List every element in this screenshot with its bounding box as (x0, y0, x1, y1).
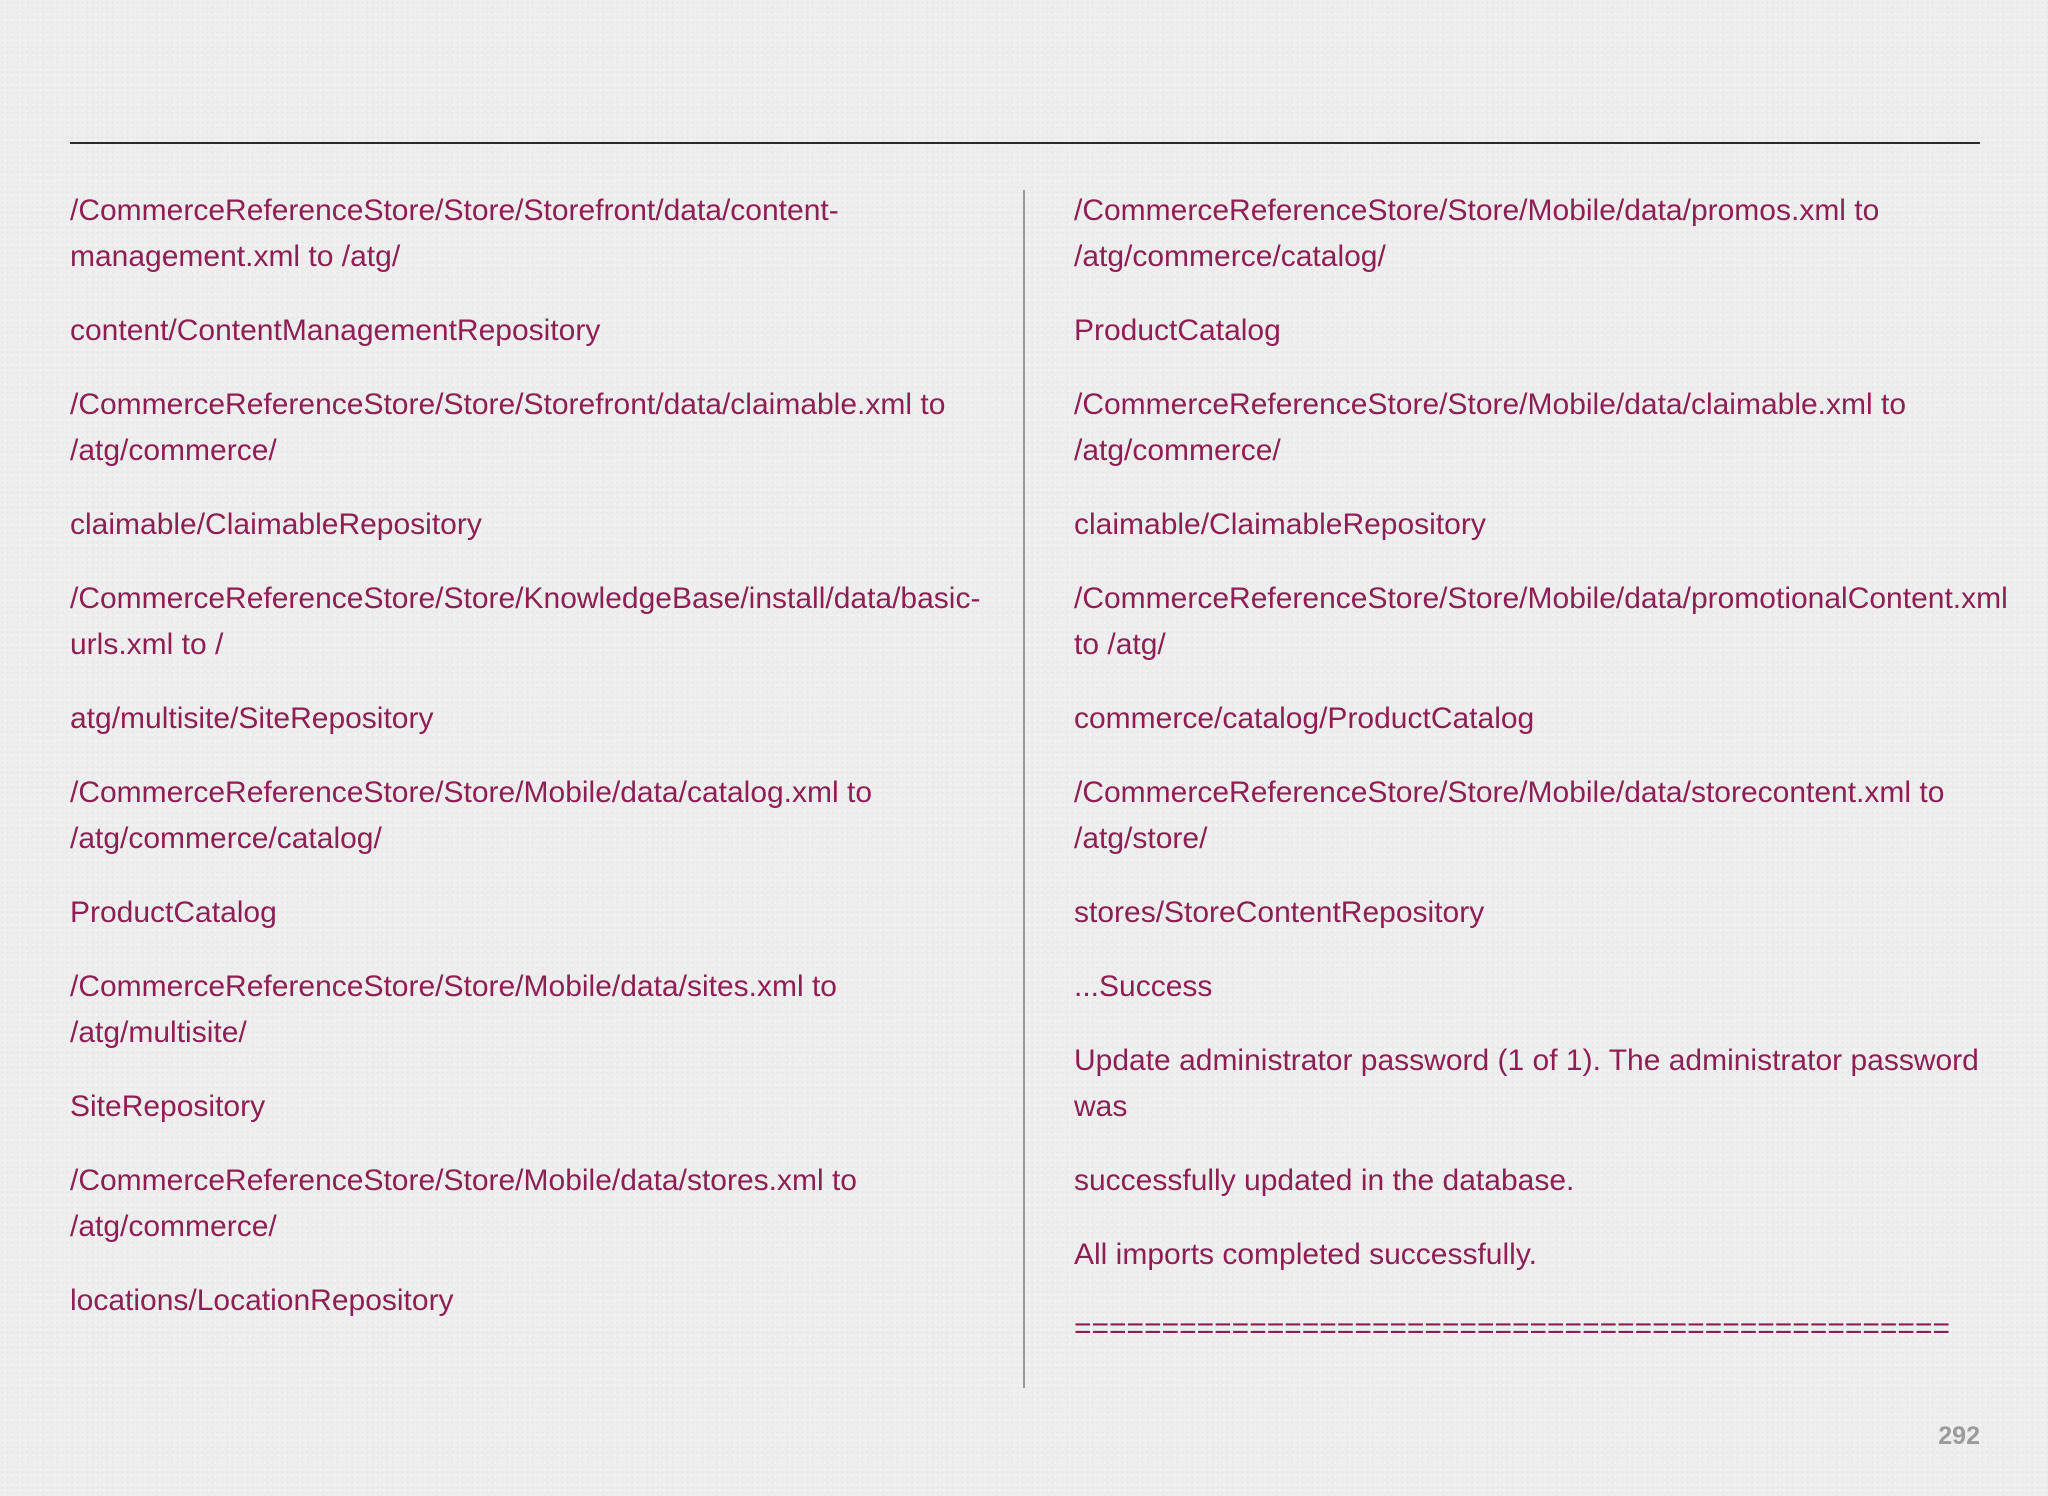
log-line: ProductCatalog (70, 896, 277, 929)
log-line: /CommerceReferenceStore/Store/Mobile/data/promos.xml to /atg/commerce/catalog/ (1074, 194, 1880, 273)
log-line: atg/multisite/SiteRepository (70, 702, 434, 735)
left-column (70, 188, 1000, 1352)
right-column (1074, 188, 2008, 1380)
log-line: /CommerceReferenceStore/Store/Mobile/data/claimable.xml to /atg/commerce/ (1074, 388, 1907, 467)
page-number: 292 (1938, 1422, 1980, 1450)
log-line: /CommerceReferenceStore/Store/Storefront/data/content-management.xml to /atg/ (70, 194, 839, 273)
log-line: /CommerceReferenceStore/Store/Mobile/data/catalog.xml to /atg/commerce/catalog/ (70, 776, 873, 855)
log-line: locations/LocationRepository (70, 1284, 454, 1317)
log-line: claimable/ClaimableRepository (70, 508, 482, 541)
separator-line: ================================================== (1074, 1312, 1950, 1345)
column-divider (1023, 190, 1025, 1388)
log-line: content/ContentManagementRepository (70, 314, 601, 347)
log-line: /CommerceReferenceStore/Store/KnowledgeBase/install/data/basic-urls.xml to / (70, 582, 981, 661)
log-line: /CommerceReferenceStore/Store/Mobile/data/sites.xml to /atg/multisite/ (70, 970, 837, 1049)
log-line: /CommerceReferenceStore/Store/Mobile/data/storecontent.xml to /atg/store/ (1074, 776, 1945, 855)
log-line: All imports completed successfully. (1074, 1238, 1537, 1271)
log-line: Update administrator password (1 of 1). The administrator password was (1074, 1044, 1979, 1123)
log-line: successfully updated in the database. (1074, 1164, 1575, 1197)
log-line: SiteRepository (70, 1090, 266, 1123)
log-line: /CommerceReferenceStore/Store/Mobile/data/stores.xml to /atg/commerce/ (70, 1164, 857, 1243)
log-line: /CommerceReferenceStore/Store/Storefront/data/claimable.xml to /atg/commerce/ (70, 388, 946, 467)
log-line: claimable/ClaimableRepository (1074, 508, 1486, 541)
top-rule (70, 142, 1980, 144)
log-line: commerce/catalog/ProductCatalog (1074, 702, 1535, 735)
log-line: stores/StoreContentRepository (1074, 896, 1485, 929)
log-line: ProductCatalog (1074, 314, 1281, 347)
log-line: /CommerceReferenceStore/Store/Mobile/data/promotionalContent.xml to /atg/ (1074, 582, 2008, 661)
log-line: ...Success (1074, 970, 1213, 1003)
